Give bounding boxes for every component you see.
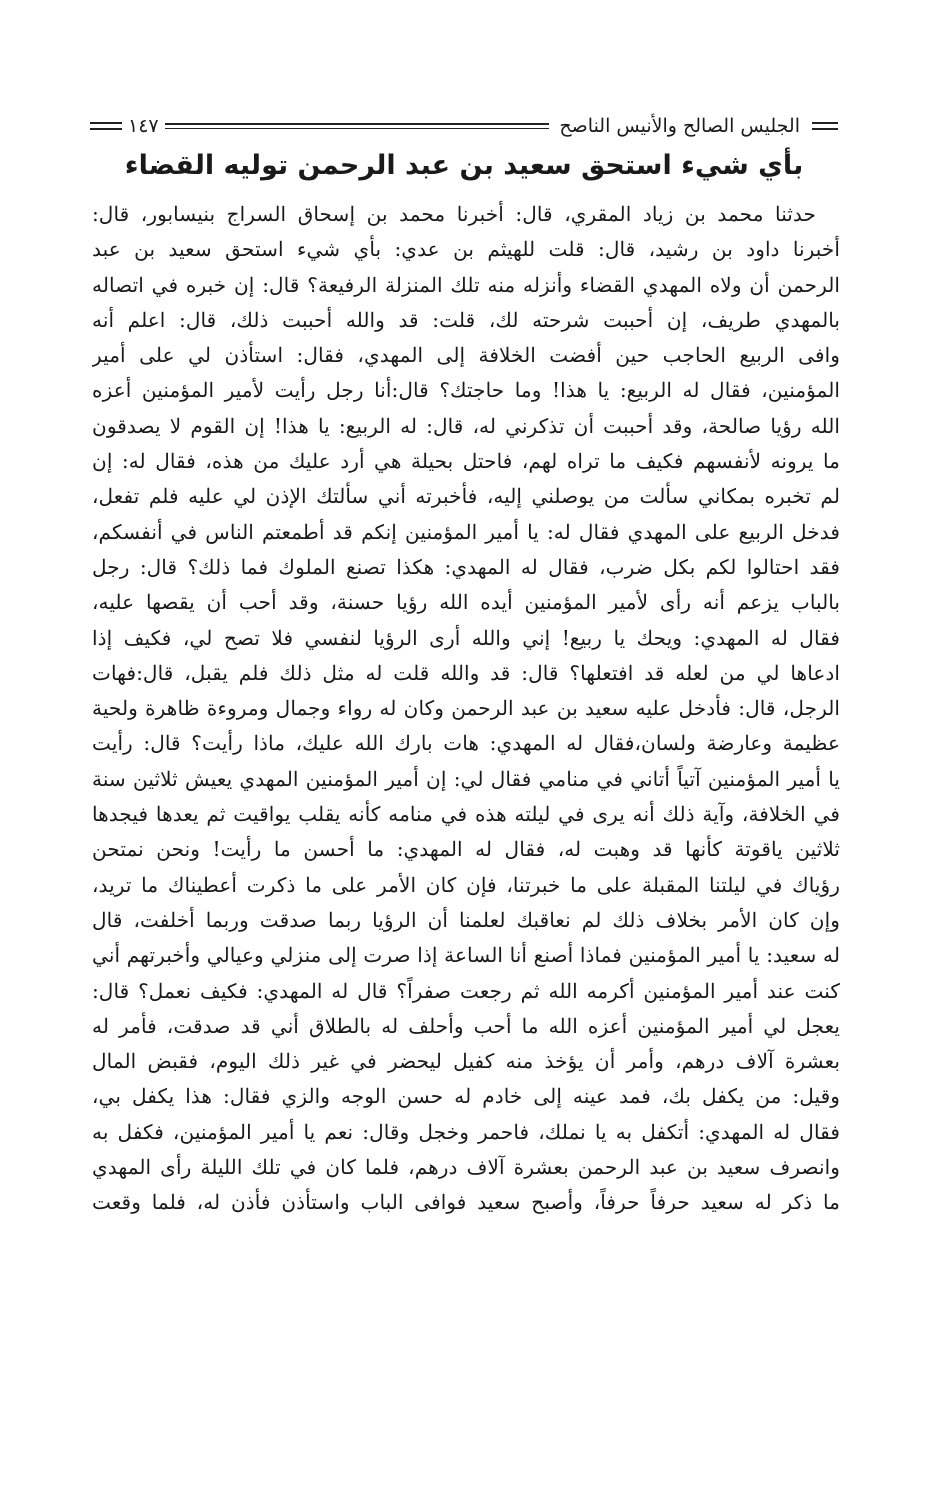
header-ornament-left	[90, 122, 122, 130]
text-line: فقال له المهدي: ويحك يا ربيع! إني والله أرى الرؤيا لنفسي فلا تصح لي، فكيف إذا	[92, 625, 840, 650]
text-line: بالمهدي طريف، إن أحببت شرحته لك، قلت: قد والله أحببت ذلك، قال: اعلم أنه	[92, 307, 840, 332]
body-text	[92, 197, 840, 1221]
header-ornament-right	[812, 122, 838, 130]
text-line: الله رؤيا صالحة، وقد أحببت أن تذكرني له، قال: له الربيع: يا هذا! إن القوم لا يصدقون	[92, 413, 840, 438]
text-line: في الخلافة، وآية ذلك أنه يرى في ليلته هذه في منامه كأنه يقلب يواقيت ثم يعدها فيجدها	[92, 802, 840, 827]
page-number: ١٤٧	[128, 115, 159, 137]
text-line: وانصرف سعيد بن عبد الرحمن بعشرة آلاف درهم، فلما كان في تلك الليلة رأى المهدي	[92, 1155, 840, 1180]
header-rule	[165, 123, 550, 129]
text-line: فقد احتالوا لكم بكل ضرب، فقال له المهدي: هكذا تصنع الملوك فما ذلك؟ قال: رجل	[92, 554, 840, 579]
text-line: المؤمنين، فقال له الربيع: يا هذا! وما حاجتك؟ قال:أنا رجل رأيت لأمير المؤمنين أعزه	[92, 378, 840, 403]
text-line: ما ذكر له سعيد حرفاً حرفاً، وأصبح سعيد فوافى الباب واستأذن فأذن له، فلما وقعت	[92, 1190, 840, 1215]
running-header	[90, 108, 838, 144]
text-line: عظيمة وعارضة ولسان،فقال له المهدي: هات بارك الله عليك، ماذا رأيت؟ قال: رأيت	[92, 731, 840, 756]
text-line: ثلاثين ياقوتة كأنها قد وهبت له، فقال له المهدي: ما أحسن ما رأيت! ونحن نمتحن	[92, 837, 840, 862]
text-line: كنت عند أمير المؤمنين أكرمه الله ثم رجعت صفراً؟ قال له المهدي: فكيف نعمل؟ قال:	[92, 978, 840, 1003]
text-line: يعجل لي أمير المؤمنين أعزه الله ما أحب وأحلف له بالطلاق أني قد صدقت، فأمر له	[92, 1013, 840, 1038]
chapter-title: بأي شيء استحق سعيد بن عبد الرحمن توليه القضاء	[124, 150, 804, 181]
text-line: أخبرنا داود بن رشيد، قال: قلت للهيثم بن عدي: بأي شيء استحق سعيد بن عبد	[92, 237, 840, 262]
text-line: وإن كان الأمر بخلاف ذلك لم نعاقبك لعلمنا أن الرؤيا ربما صدقت وربما أخلفت، قال	[92, 907, 840, 932]
text-line: حدثنا محمد بن زياد المقري، قال: أخبرنا محمد بن إسحاق السراج بنيسابور، قال:	[92, 202, 816, 226]
text-line: وافى الربيع الحاجب حين أفضت الخلافة إلى المهدي، فقال: استأذن لي على أمير	[92, 343, 840, 368]
running-header-title: الجليس الصالح والأنيس الناصح	[559, 115, 800, 137]
text-line: لم تخبره بمكاني سألت من يوصلني إليه، فأخبرته أني سألتك الإذن لي عليه فلم تفعل،	[92, 484, 840, 509]
text-line: ما يرونه لأنفسهم فكيف ما تراه لهم، فاحتل بحيلة هي أرد عليك من هذه، فقال له: إن	[92, 449, 840, 474]
text-line: الرجل، قال: فأدخل عليه سعيد بن عبد الرحمن وكان له رواء وجمال ومروءة ظاهرة ولحية	[92, 696, 840, 721]
text-line: فقال له المهدي: أتكفل به يا نملك، فاحمر وخجل وقال: نعم يا أمير المؤمنين، فكفل به	[92, 1119, 840, 1144]
text-line: وقيل: من يكفل بك، فمد عينه إلى خادم له حسن الوجه والزي فقال: هذا يكفل بي،	[92, 1084, 840, 1109]
text-line: الرحمن أن ولاه المهدي القضاء وأنزله منه تلك المنزلة الرفيعة؟ قال: إن خبره في اتصاله	[92, 272, 840, 297]
text-line: بالباب يزعم أنه رأى لأمير المؤمنين أيده الله رؤيا حسنة، وقد أحب أن يقصها عليه،	[92, 590, 840, 615]
text-line: ادعاها لي من لعله قد افتعلها؟ قال: قد والله قلت له مثل ذلك فلم يقبل، قال:فهات	[92, 660, 840, 685]
text-line: رؤياك في ليلتنا المقبلة على ما خبرتنا، فإن كان الأمر على ما ذكرت أعطيناك ما تريد،	[92, 872, 840, 897]
text-line: بعشرة آلاف درهم، وأمر أن يؤخذ منه كفيل ليحضر في غير ذلك اليوم، فقبض المال	[92, 1049, 840, 1074]
text-line: له سعيد: يا أمير المؤمنين فماذا أصنع أنا الساعة إذا صرت إلى منزلي وعيالي وأخبرتهم أني	[92, 943, 840, 968]
text-line: فدخل الربيع على المهدي فقال له: يا أمير المؤمنين إنكم قد أطمعتم الناس في أنفسكم،	[92, 519, 840, 544]
text-line: يا أمير المؤمنين آتياً أتاني في منامي فقال لي: إن أمير المؤمنين المهدي يعيش ثلاثين سنة	[92, 766, 840, 791]
